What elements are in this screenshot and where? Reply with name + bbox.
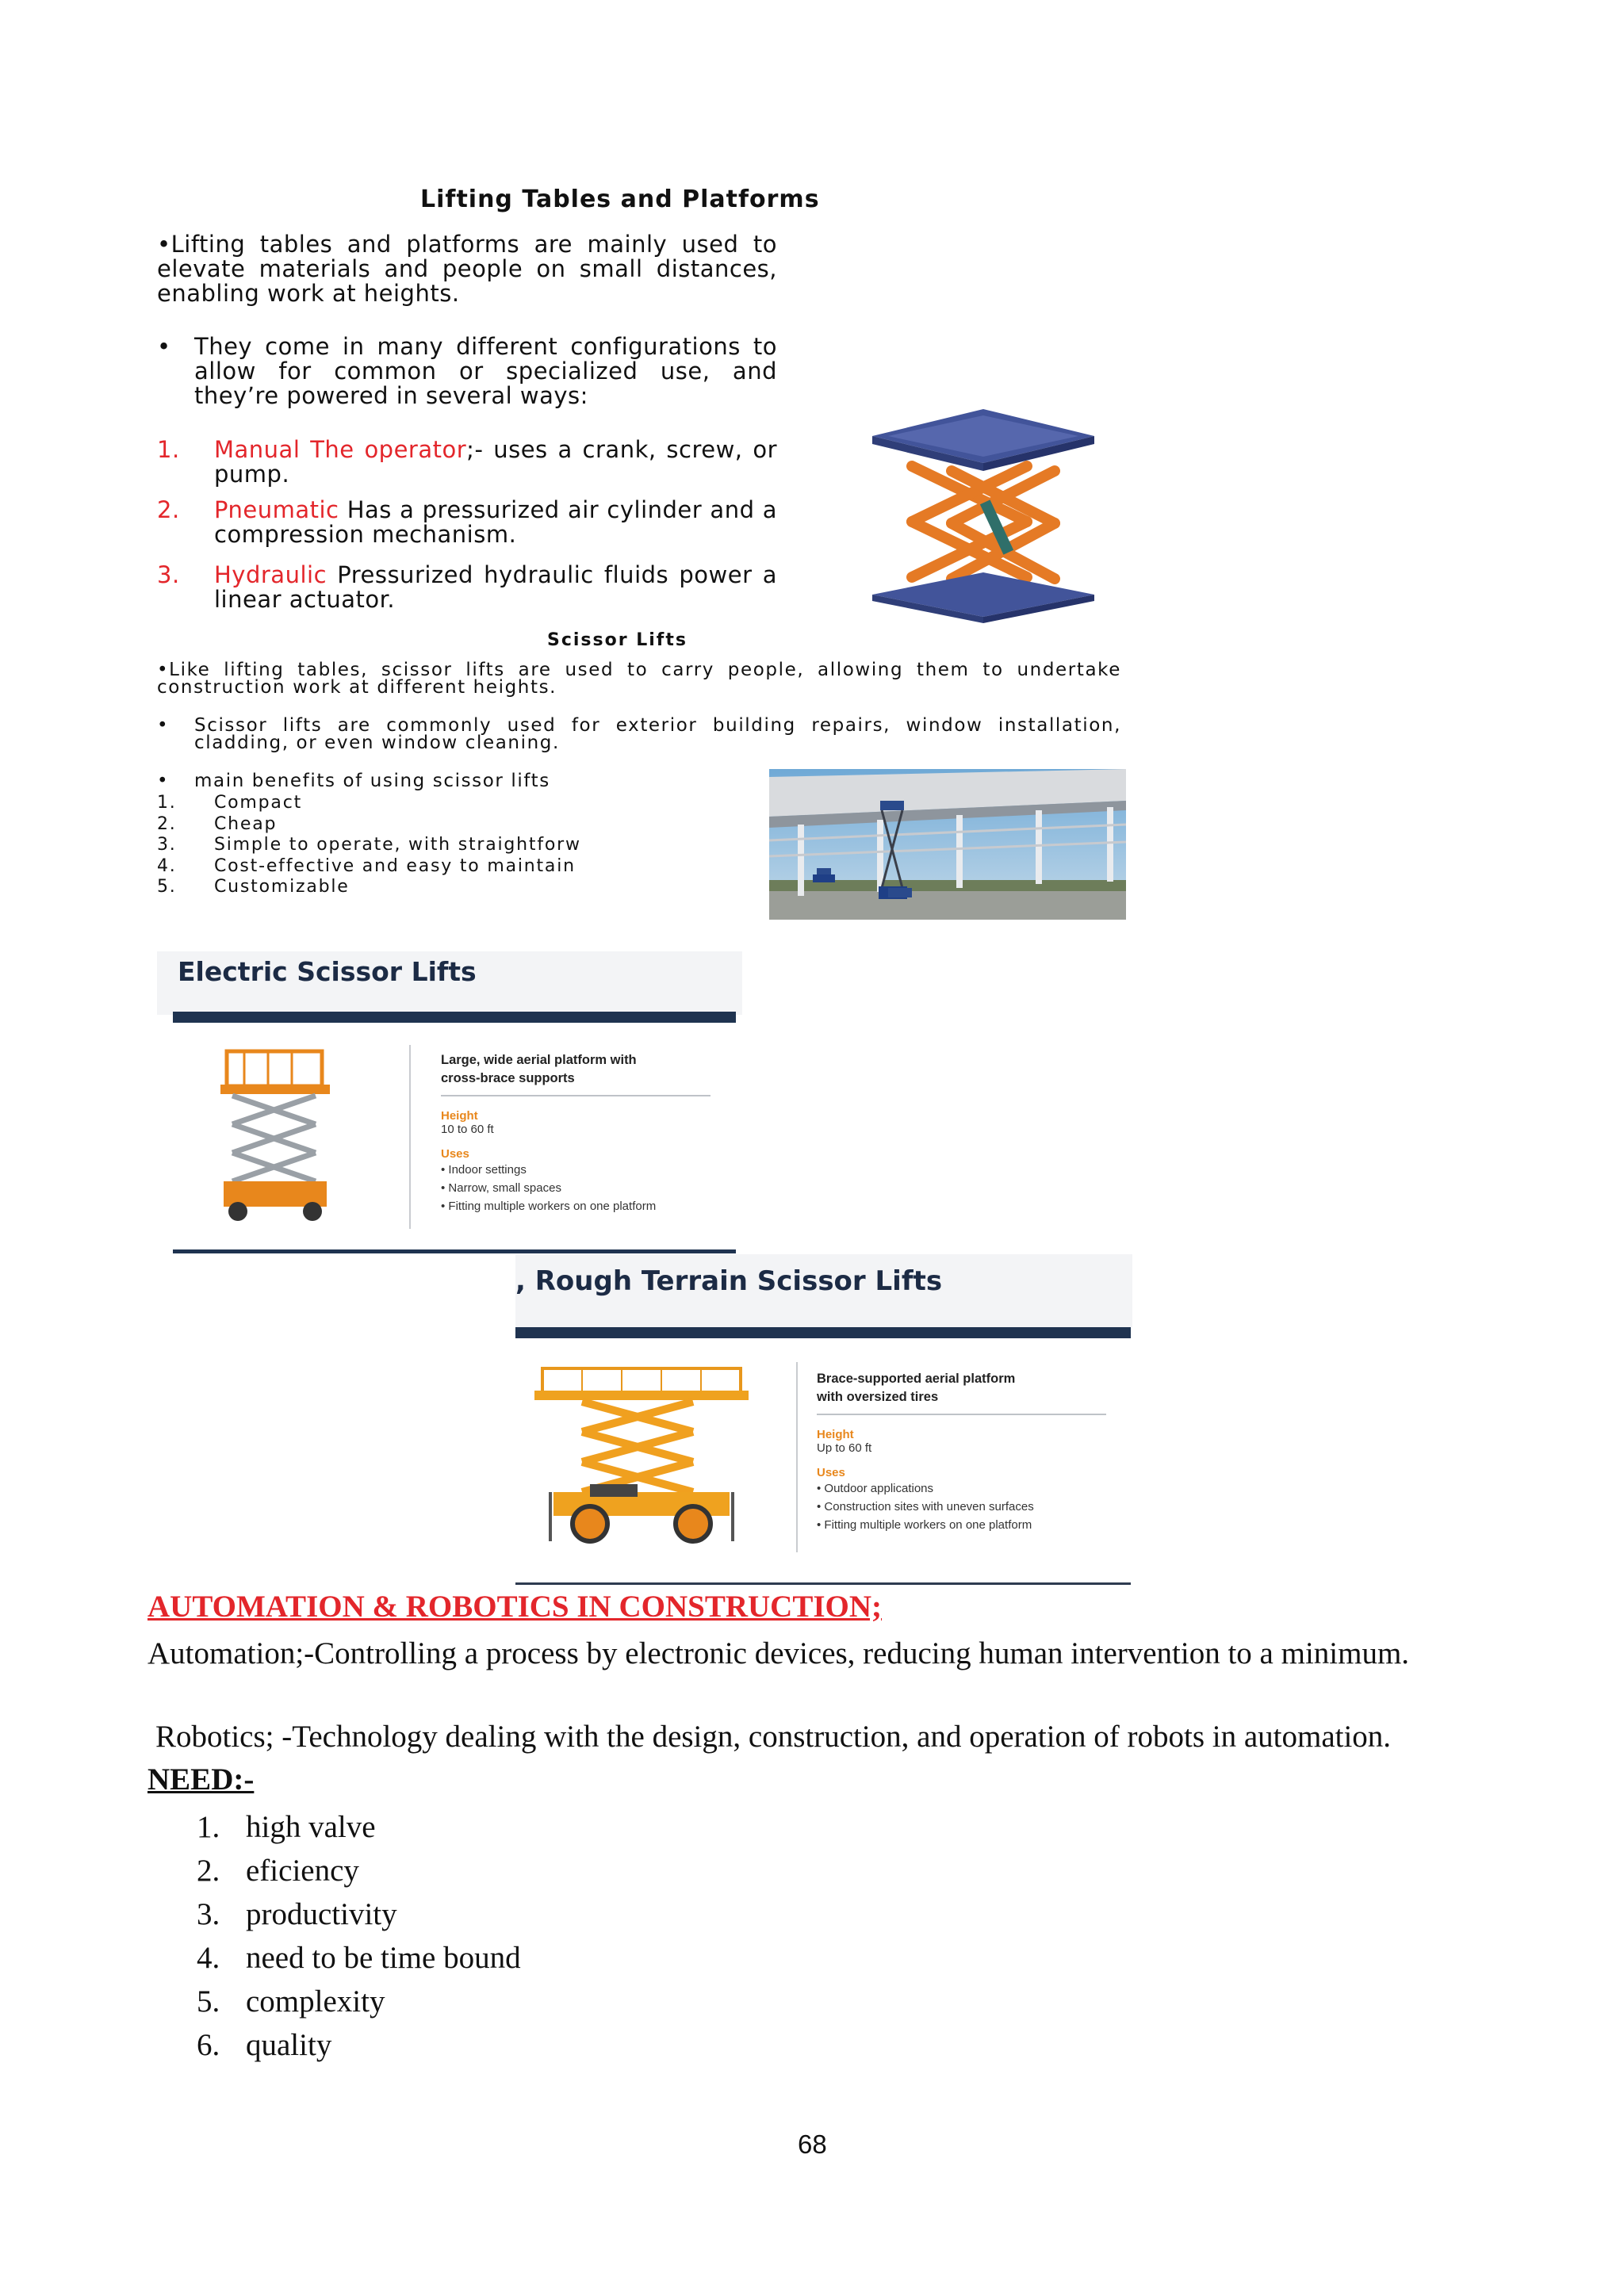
- list-item: 6. quality: [197, 2028, 332, 2062]
- card-title: Electric Scissor Lifts: [178, 956, 477, 987]
- electric-lift-image: [220, 1045, 339, 1227]
- list-item: 5. Customizable: [157, 877, 350, 897]
- bullet: •: [157, 333, 171, 360]
- list-item: 1. Compact: [157, 793, 303, 813]
- list-item: 1. Manual The operator;- uses a crank, screw, or pump.: [157, 436, 777, 488]
- section-title-scissor: Scissor Lifts: [547, 630, 688, 650]
- list-item: 3. Simple to operate, with straightforw: [157, 835, 581, 855]
- needs-list: [197, 1805, 521, 2067]
- list-item: 3. productivity: [197, 1897, 397, 1931]
- rough-terrain-scissor-lifts-card: [515, 1254, 1132, 1587]
- list-item: 2. Pneumatic Has a pressurized air cylinder and a compression mechanism.: [157, 496, 777, 548]
- list-item: 3. Hydraulic Pressurized hydraulic fluids power a linear actuator.: [157, 561, 777, 613]
- electric-scissor-lifts-card: [157, 951, 742, 1254]
- rough-terrain-lift-image: [534, 1365, 749, 1548]
- scissor-uses: • Scissor lifts are commonly used for exterior building repairs, window installation, cladding, or even window cleaning.: [157, 715, 1121, 753]
- card-details: Brace-supported aerial platform with oversized tires Height Up to 60 ft Uses • Outdoor applications • Construction sites with uneven surfaces • Fitting multiple workers on one platform: [817, 1370, 1118, 1534]
- card-header-bar: [515, 1327, 1131, 1338]
- section-title-automation: AUTOMATION & ROBOTICS IN CONSTRUCTION;: [147, 1590, 883, 1624]
- lift-table-image: [864, 404, 1102, 626]
- list-item: 5. complexity: [197, 1984, 385, 2019]
- section-title-lifting: Lifting Tables and Platforms: [420, 186, 820, 213]
- list-item: 1. high valve: [197, 1810, 376, 1844]
- card-title: , Rough Terrain Scissor Lifts: [515, 1265, 943, 1297]
- list-item: 4. Cost-effective and easy to maintain: [157, 855, 576, 876]
- scissor-intro: •Like lifting tables, scissor lifts are used to carry people, allowing them to undertake construction work at different heights.: [157, 660, 1121, 698]
- automation-definition: Automation;-Controlling a process by electronic devices, reducing human intervention to a minimum.: [147, 1636, 1410, 1670]
- need-heading: NEED:-: [147, 1762, 255, 1797]
- lifting-config: • They come in many different configurations to allow for common or specialized use, and they’re powered in several ways:: [157, 333, 777, 409]
- card-header-bar: [173, 1012, 736, 1023]
- robotics-definition: Robotics; -Technology dealing with the design, construction, and operation of robots in automation.: [155, 1720, 1392, 1754]
- page-number: 68: [798, 2130, 827, 2159]
- list-item: 2. Cheap: [157, 813, 278, 834]
- lifting-intro: •Lifting tables and platforms are mainly used to elevate materials and people on small distances, enabling work at heights.: [157, 231, 777, 307]
- scissor-benefits-heading: • main benefits of using scissor lifts: [157, 771, 550, 791]
- list-item: 4. need to be time bound: [197, 1941, 521, 1975]
- card-details: Large, wide aerial platform with cross-brace supports Height 10 to 60 ft Uses • Indoor settings • Narrow, small spaces • Fitting multiple workers on one platform: [441, 1051, 726, 1215]
- bullet: •: [157, 231, 171, 258]
- bullet: •: [157, 771, 170, 791]
- construction-site-photo: [769, 769, 1126, 920]
- bullet: •: [157, 715, 170, 736]
- list-item: 2. eficiency: [197, 1854, 359, 1888]
- scissor-benefits-list: [157, 793, 791, 898]
- lifting-ways-list: [157, 438, 777, 618]
